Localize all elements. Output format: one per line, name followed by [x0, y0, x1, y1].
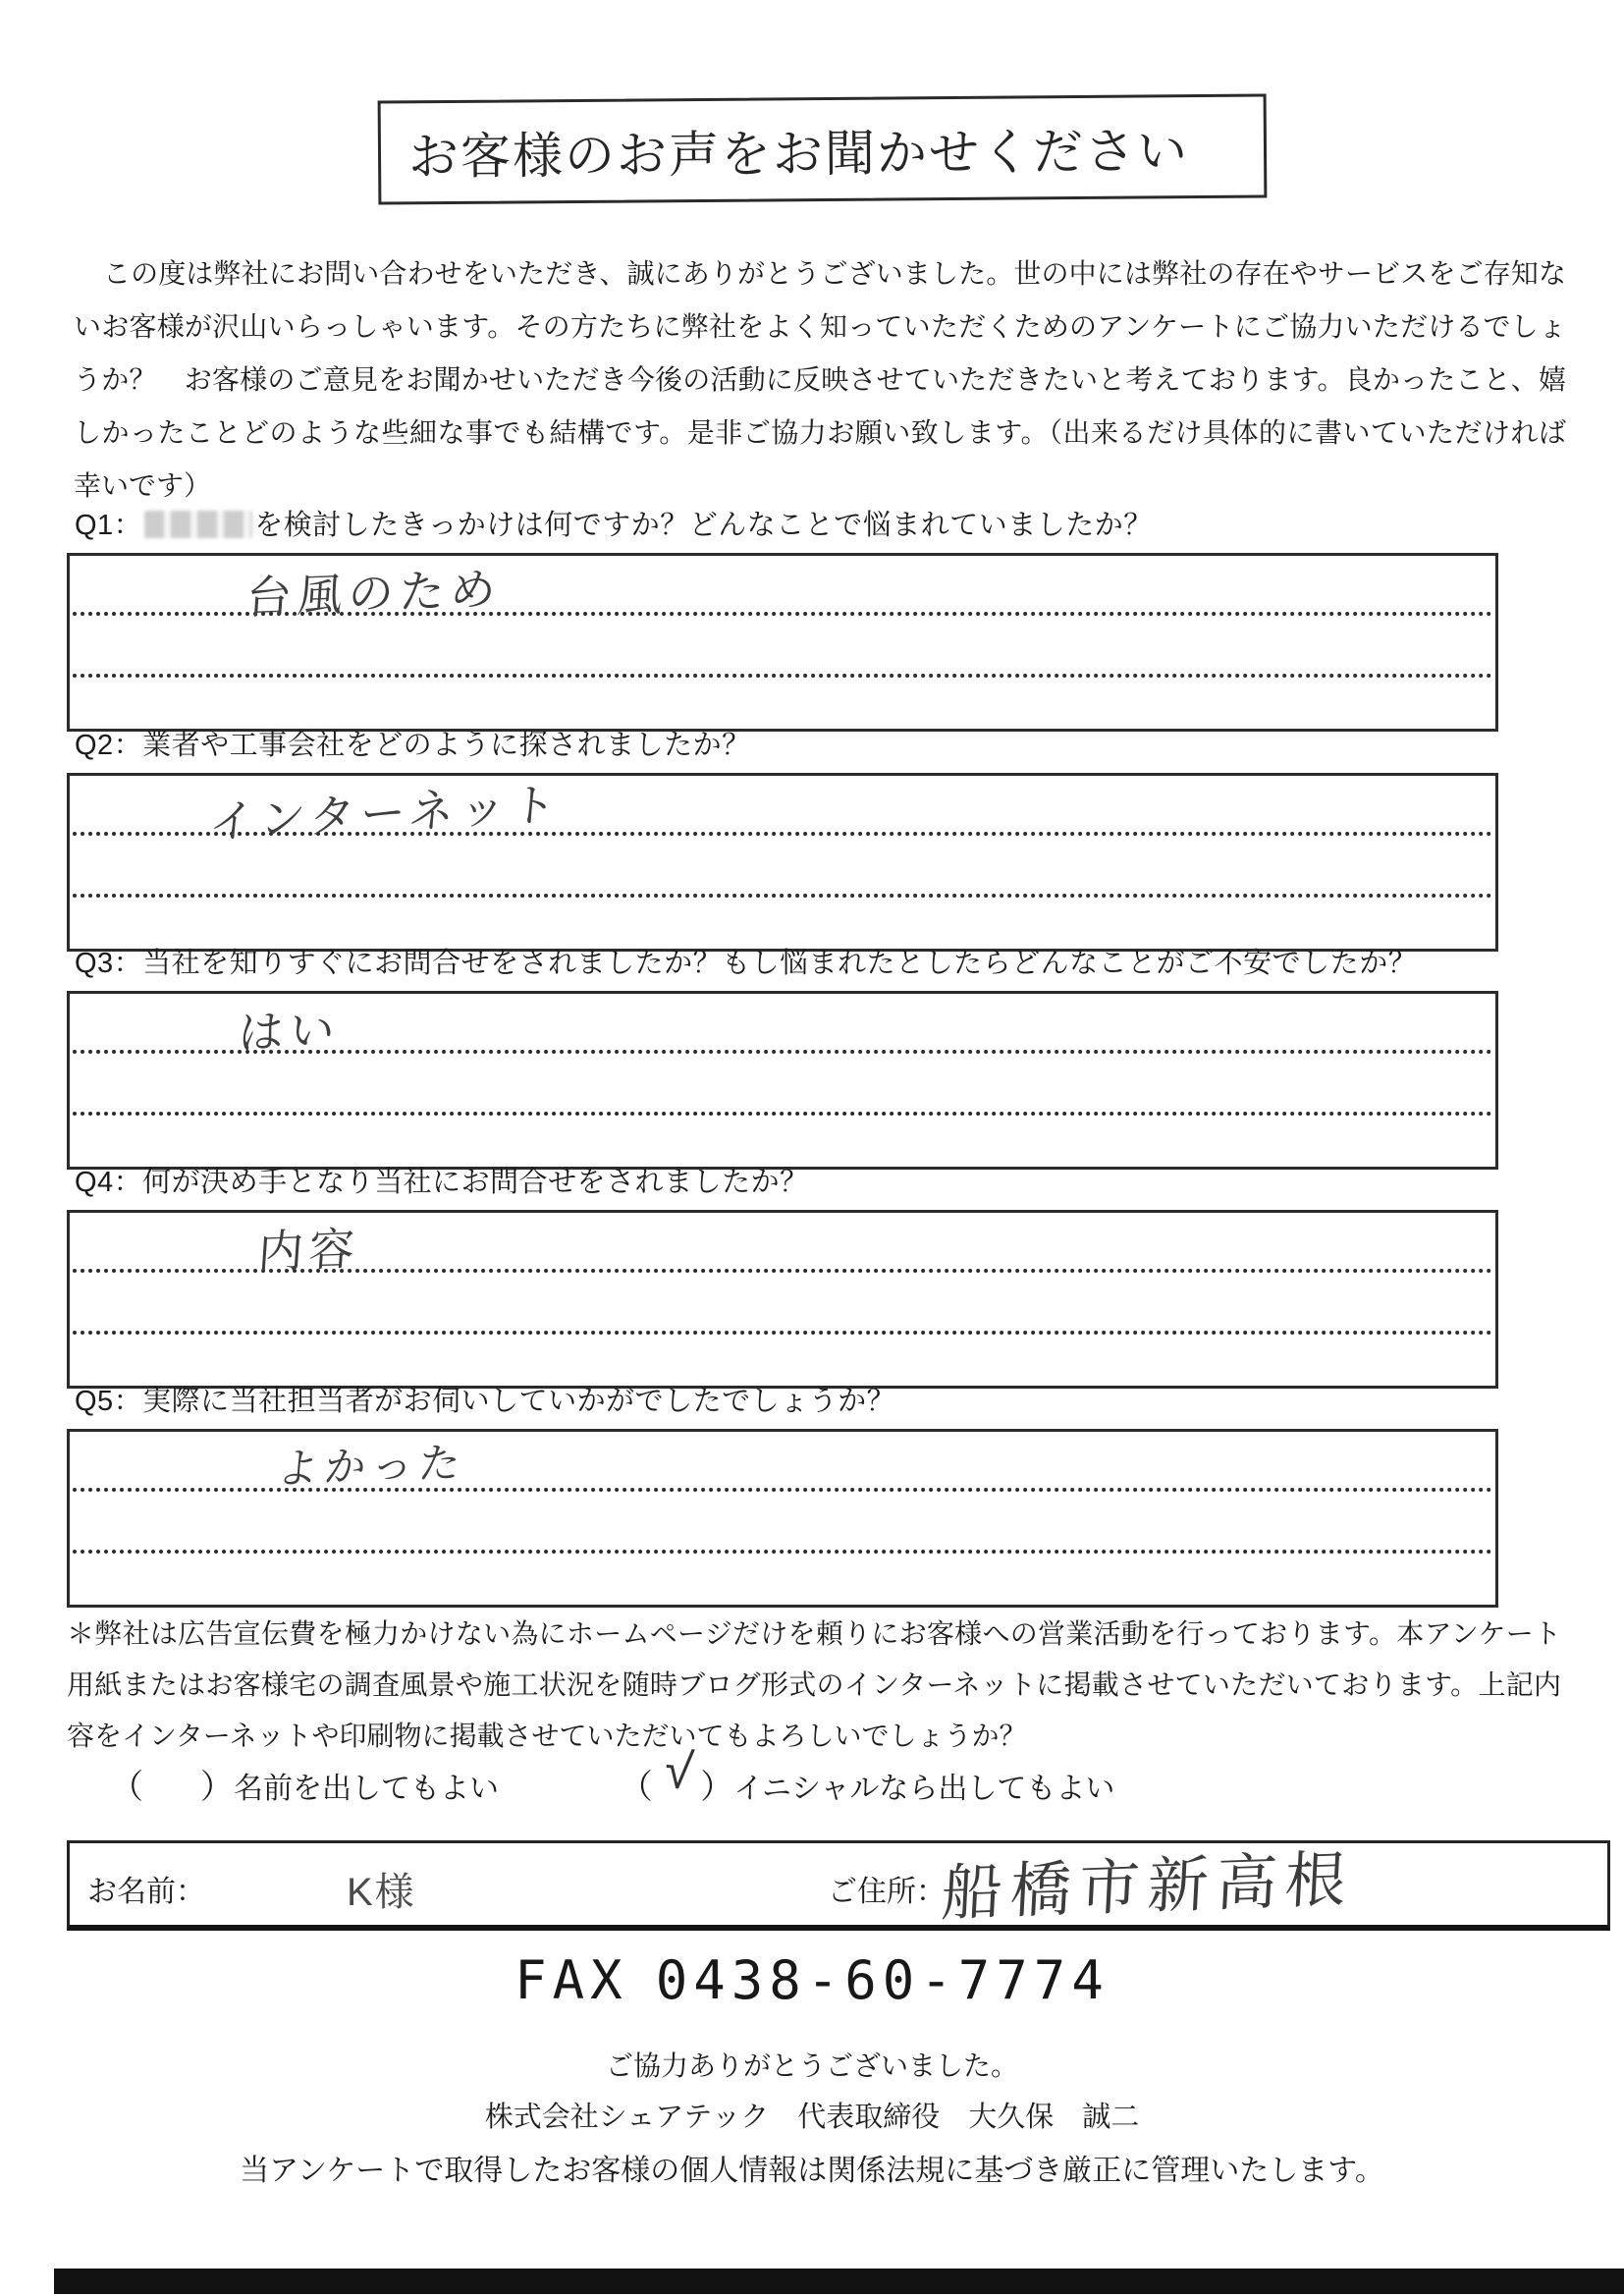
consent-options-row — [110, 1741, 1115, 1808]
question-1-label — [67, 503, 1498, 543]
name-label: お名前： — [87, 1876, 205, 1908]
question-4-label: Q4：何が決め手となり当社にお問合せをされましたか？ — [75, 1167, 809, 1198]
fax-label: FAX — [514, 1949, 628, 2011]
thanks-message: ご協力ありがとうございました。 — [605, 2050, 1018, 2081]
checkbox-paren-open: （ — [619, 1769, 653, 1806]
question-5-section — [67, 1379, 1498, 1608]
name-value: K様 — [347, 1871, 416, 1914]
fax-line — [0, 1949, 1624, 2011]
question-3-handwritten-answer: はい — [236, 1004, 343, 1059]
question-3-label: Q3：当社を知りすぐにお問合せをされましたか？もし悩まれたとしたらどんなことがご不安でしたか？ — [75, 948, 1418, 979]
question-1-section — [67, 503, 1498, 732]
privacy-notice: 当アンケートで取得したお客様の個人情報は関係法規に基づき厳正に管理いたします。 — [240, 2155, 1384, 2187]
identity-box — [67, 1840, 1610, 1931]
question-2-label: Q2：業者や工事会社をどのように探されましたか？ — [75, 730, 751, 761]
question-5-answer-box — [67, 1429, 1498, 1608]
question-1-handwritten-answer: 台風のため — [244, 563, 504, 624]
publication-note: ＊弊社は広告宣伝費を極力かけない為にホームページだけを頼りにお客様への営業活動を行っております。本アンケート用紙またはお客様宅の調査風景や施工状況を随時ブログ形式のインターネットに掲載させていただいております。上記内容をインターネットや印刷物に掲載させていただいてもよろしいでしょうか？ — [67, 1618, 1561, 1751]
dotted-writing-line — [73, 1112, 1492, 1116]
question-5-label: Q5：実際に当社担当者がお伺いしていかがでしたでしょうか？ — [75, 1386, 896, 1417]
consent-option-initial — [619, 1741, 1115, 1806]
checkmark-icon: √ — [661, 1741, 696, 1802]
consent-option-name — [110, 1769, 507, 1806]
address-label: ご住所： — [828, 1876, 946, 1908]
question-1-answer-box — [67, 553, 1498, 732]
question-3-section — [67, 941, 1498, 1170]
question-4-answer-box — [67, 1210, 1498, 1389]
question-4-handwritten-answer: 内容 — [255, 1223, 362, 1278]
question-1-number: Q1： — [75, 510, 143, 541]
checkbox-paren-close: ） — [200, 1769, 234, 1806]
checkbox-paren-close: ） — [700, 1769, 734, 1806]
question-2-section — [67, 723, 1498, 952]
scan-edge-artifact — [54, 2269, 1624, 2294]
question-4-section — [67, 1160, 1498, 1389]
company-signature: 株式会社シェアテック 代表取締役 大久保 誠二 — [484, 2102, 1140, 2133]
page-title: お客様のお声をお聞かせください — [407, 123, 1190, 186]
question-2-answer-box — [67, 773, 1498, 952]
intro-paragraph: この度は弊社にお問い合わせをいただき、誠にありがとうございました。世の中には弊社の存在やサービスをご存知ないお客様が沢山いらっしゃいます。その方たちに弊社をよく知っていただくためのアンケートにご協力いただけるでしょうか？ お客様のご意見をお聞かせいただき今後の活動に反映させていただきたいと考えております。良かったこと、嬉しかったことどのような些細な事でも結構です。是非ご協力お願い致します。（出来るだけ具体的に書いていただければ幸いです） — [74, 258, 1566, 501]
dotted-writing-line — [73, 894, 1492, 898]
question-1-text: を検討したきっかけは何ですか？どんなことで悩まれていましたか？ — [254, 510, 1153, 541]
dotted-writing-line — [73, 1550, 1492, 1554]
dotted-writing-line — [73, 1331, 1492, 1335]
question-5-handwritten-answer: よかった — [274, 1439, 469, 1493]
consent-option-name-label: 名前を出してもよい — [234, 1773, 499, 1805]
consent-option-initial-label: イニシャルなら出してもよい — [733, 1773, 1115, 1805]
address-handwritten-value: 船橋市新高根 — [940, 1845, 1356, 1929]
checkbox-paren-open: （ — [110, 1769, 143, 1806]
title-box — [378, 93, 1268, 204]
question-3-answer-box — [67, 991, 1498, 1170]
dotted-writing-line — [73, 674, 1492, 678]
question-2-handwritten-answer: インターネット — [206, 778, 565, 848]
faded-illegible-word — [144, 511, 252, 538]
fax-number: 0438-60-7774 — [655, 1949, 1110, 2011]
